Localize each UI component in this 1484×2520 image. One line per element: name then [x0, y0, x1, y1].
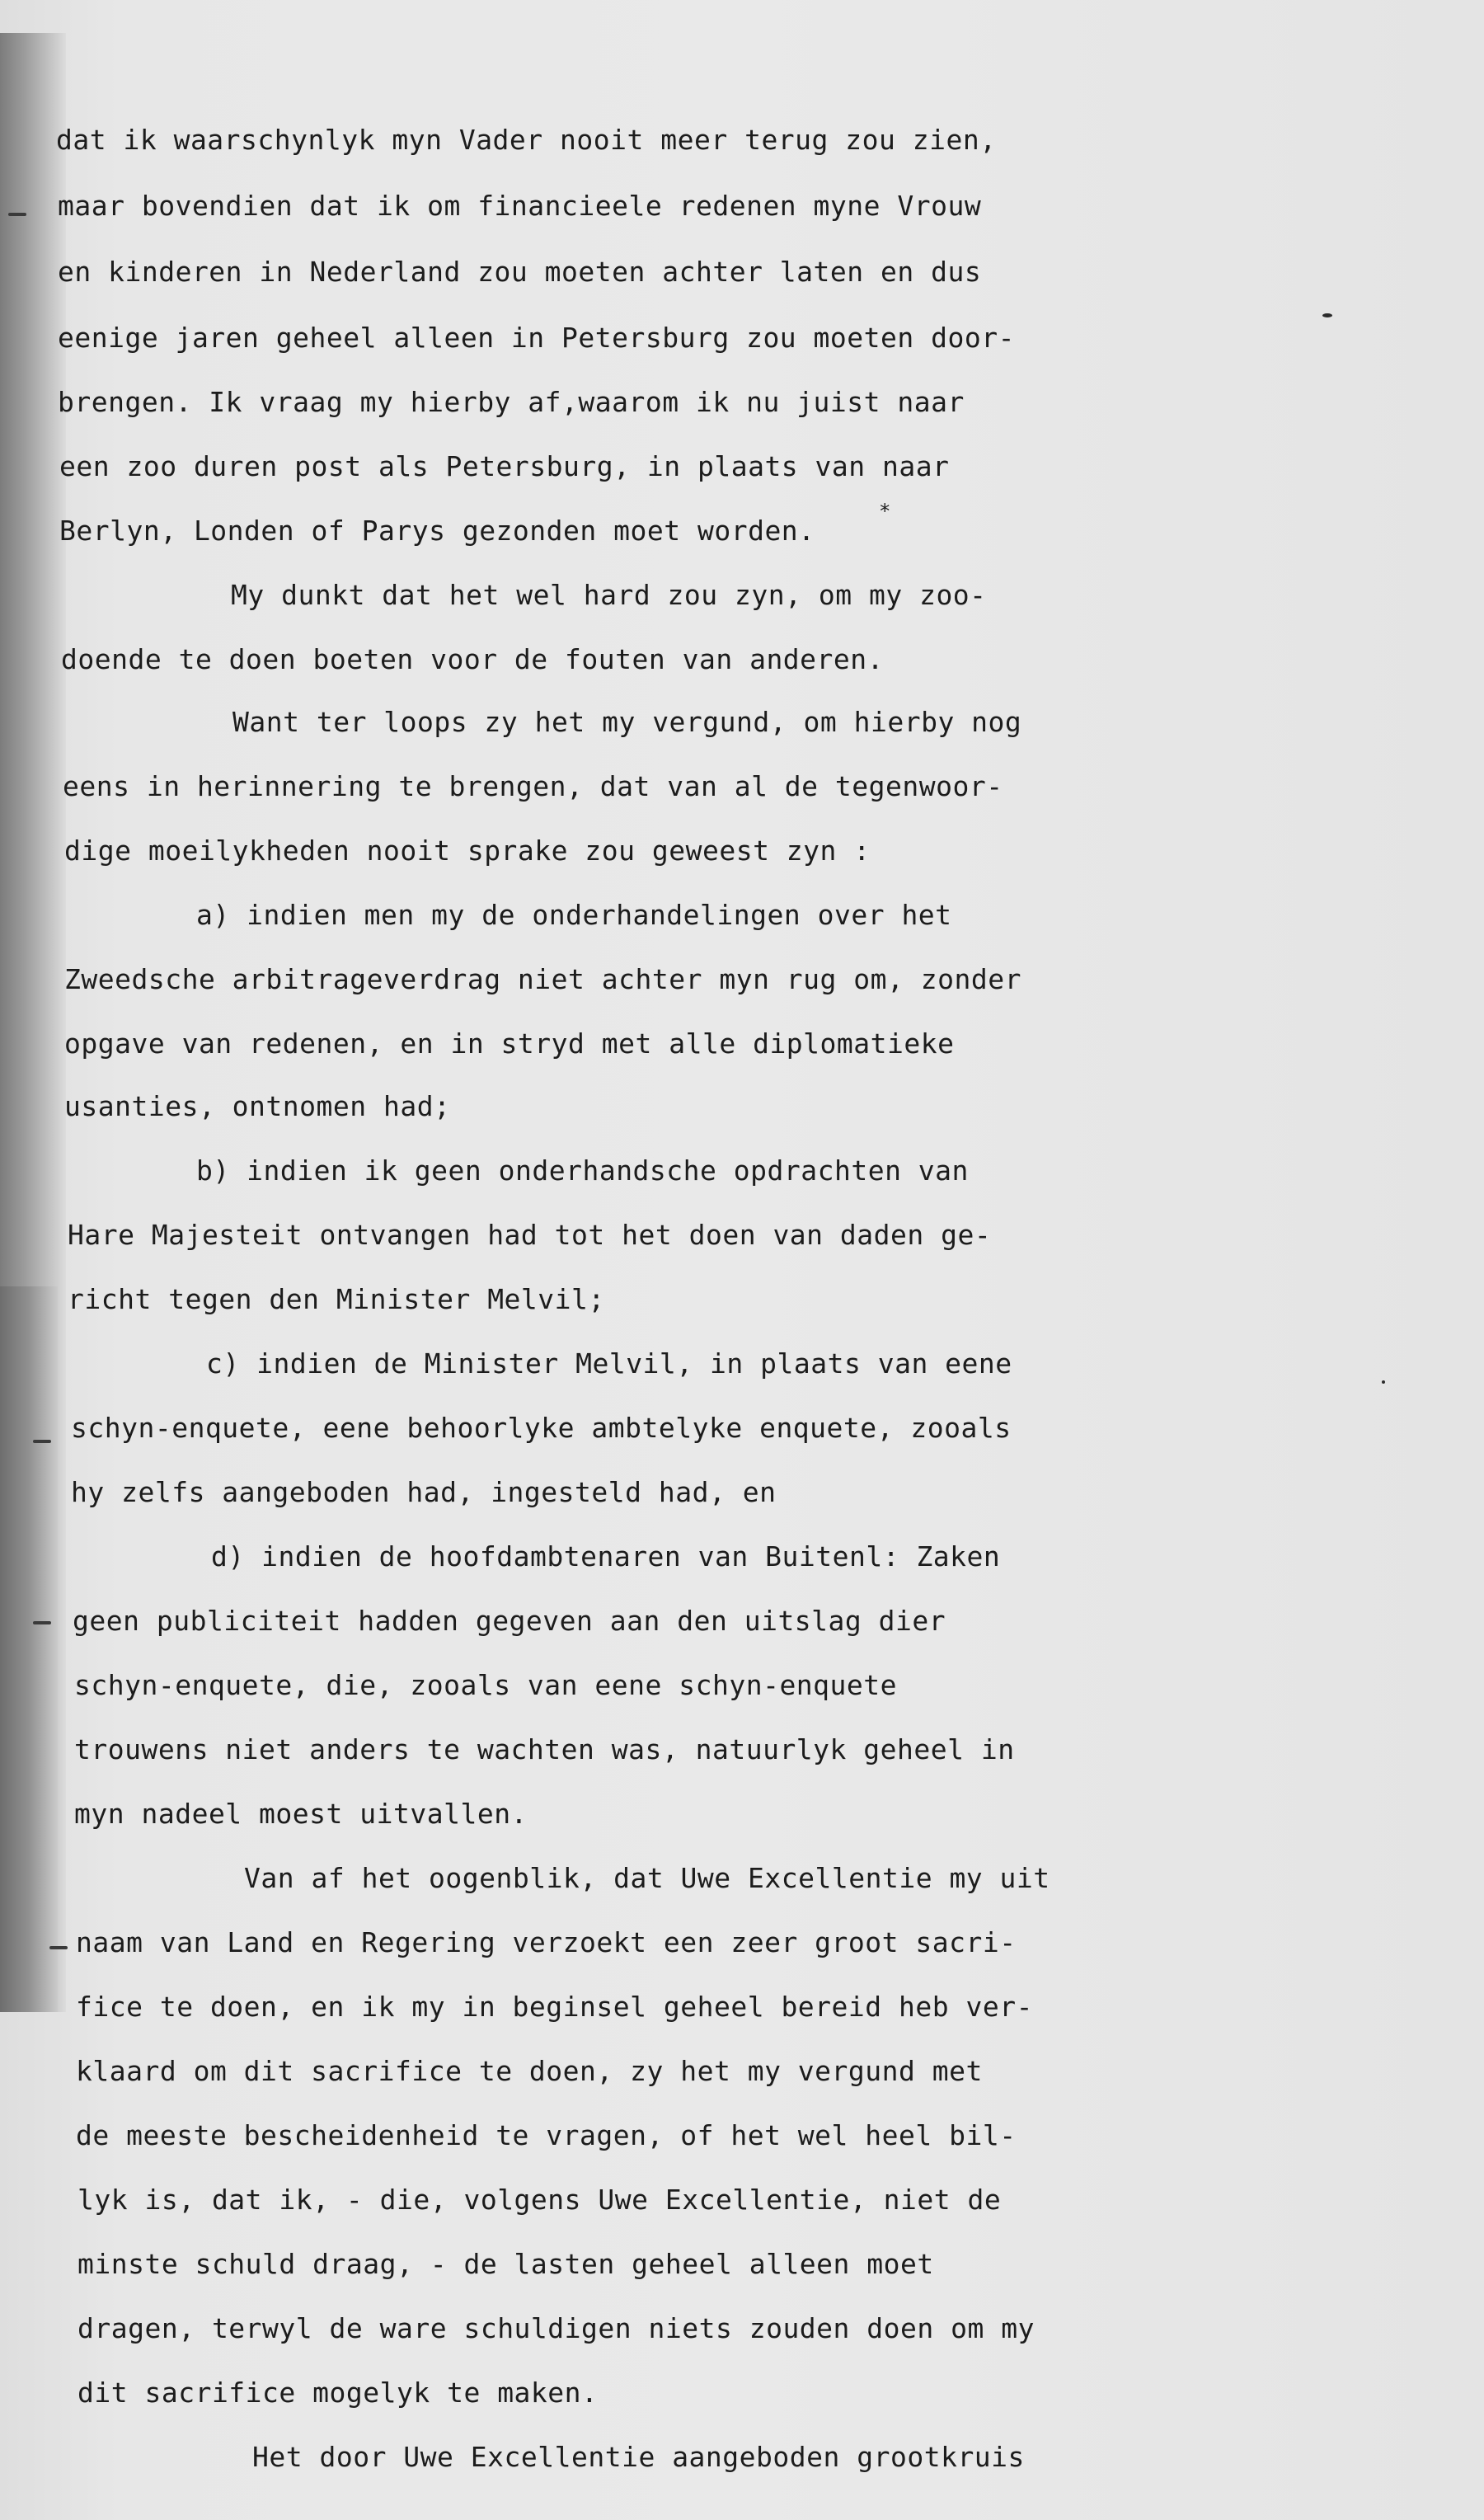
text-line: richt tegen den Minister Melvil; — [68, 1283, 605, 1315]
text-line: Want ter loops zy het my vergund, om hierby nog — [232, 706, 1022, 738]
ink-speck — [1322, 313, 1332, 317]
binding-mark — [8, 213, 26, 216]
text-line: myn nadeel moest uitvallen. — [74, 1798, 528, 1830]
text-line: Van af het oogenblik, dat Uwe Excellentie my uit — [244, 1862, 1050, 1894]
text-line: eenige jaren geheel alleen in Petersburg zou moeten door- — [58, 322, 1015, 354]
text-line: dit sacrifice mogelyk te maken. — [77, 2377, 599, 2409]
text-line: doende te doen boeten voor de fouten van anderen. — [61, 643, 885, 675]
text-line: schyn-enquete, eene behoorlyke ambtelyke enquete, zooals — [71, 1412, 1012, 1444]
text-line: opgave van redenen, en in stryd met alle diplomatieke — [64, 1027, 955, 1060]
text-line: schyn-enquete, die, zooals van eene schyn-enquete — [74, 1669, 898, 1701]
text-line: maar bovendien dat ik om financieele redenen myne Vrouw — [58, 190, 982, 222]
text-line: hy zelfs aangeboden had, ingesteld had, en — [71, 1476, 777, 1508]
text-line: c) indien de Minister Melvil, in plaats van eene — [206, 1347, 1012, 1380]
ink-speck — [1382, 1380, 1385, 1384]
binding-edge-shadow-lower — [0, 1286, 58, 2012]
text-line: klaard om dit sacrifice te doen, zy het my vergund met — [76, 2055, 983, 2087]
text-line: Hare Majesteit ontvangen had tot het doen van daden ge- — [68, 1219, 992, 1251]
text-line: en kinderen in Nederland zou moeten achter laten en dus — [58, 256, 982, 288]
text-line: d) indien de hoofdambtenaren van Buitenl: Zaken — [211, 1540, 1001, 1573]
text-line: minste schuld draag, - de lasten geheel alleen moet — [77, 2248, 934, 2280]
text-line: Zweedsche arbitrageverdrag niet achter myn rug om, zonder — [64, 963, 1021, 995]
text-line: trouwens niet anders te wachten was, natuurlyk geheel in — [74, 1733, 1015, 1765]
text-line: dige moeilykheden nooit sprake zou geweest zyn : — [64, 835, 871, 867]
text-line: b) indien ik geen onderhandsche opdrachten van — [196, 1154, 969, 1187]
text-line: fice te doen, en ik my in beginsel geheel bereid heb ver- — [76, 1991, 1033, 2023]
text-line: dragen, terwyl de ware schuldigen niets zouden doen om my — [77, 2312, 1035, 2344]
text-line: My dunkt dat het wel hard zou zyn, om my zoo- — [231, 579, 987, 611]
text-line: lyk is, dat ik, - die, volgens Uwe Excellentie, niet de — [77, 2184, 1002, 2216]
text-line: eens in herinnering te brengen, dat van al de tegenwoor- — [63, 770, 1003, 802]
text-line: Berlyn, Londen of Parys gezonden moet worden. — [59, 515, 815, 547]
binding-mark — [33, 1621, 51, 1624]
binding-mark — [33, 1440, 51, 1443]
text-line: a) indien men my de onderhandelingen over het — [196, 899, 952, 931]
text-line: de meeste bescheidenheid te vragen, of het wel heel bil- — [76, 2119, 1017, 2151]
text-line: brengen. Ik vraag my hierby af,waarom ik nu juist naar — [58, 386, 965, 418]
text-line: een zoo duren post als Petersburg, in plaats van naar — [59, 450, 950, 482]
text-line: usanties, ontnomen had; — [64, 1090, 451, 1122]
asterisk-mark: * — [879, 500, 891, 523]
text-line: Het door Uwe Excellentie aangeboden grootkruis — [252, 2441, 1025, 2473]
text-line: dat ik waarschynlyk myn Vader nooit meer terug zou zien, — [56, 124, 997, 156]
text-line: geen publiciteit hadden gegeven aan den uitslag dier — [73, 1605, 946, 1637]
text-line: naam van Land en Regering verzoekt een zeer groot sacri- — [76, 1926, 1017, 1958]
binding-mark — [49, 1946, 68, 1949]
